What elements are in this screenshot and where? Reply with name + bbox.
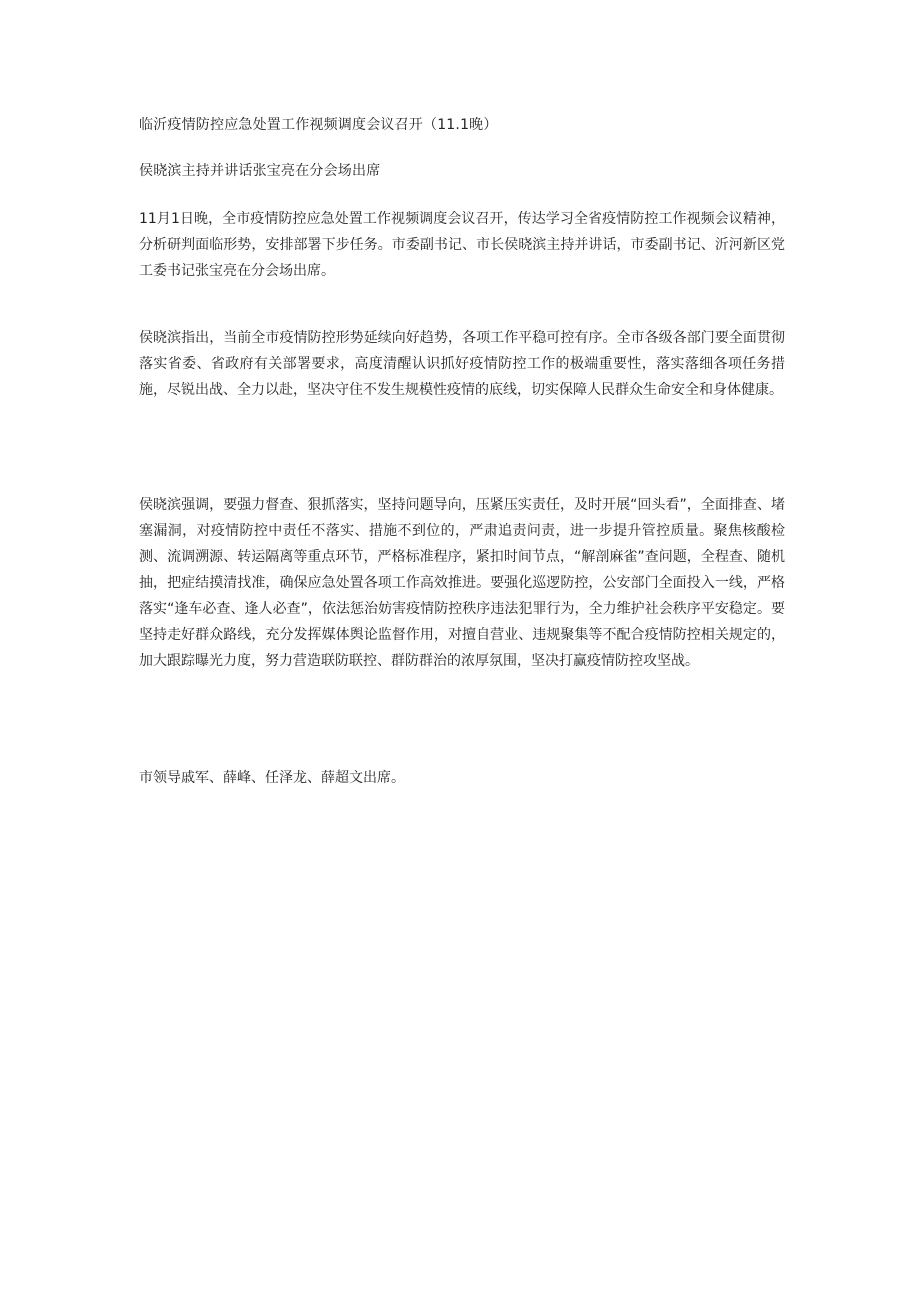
article-title: 临沂疫情防控应急处置工作视频调度会议召开（11.1晚） [139,117,498,133]
paragraph-situation: 侯晓滨指出，当前全市疫情防控形势延续向好趋势，各项工作平稳可控有序。全市各级各部门要全面贯彻落实省委、省政府有关部署要求，高度清醒认识抓好疫情防控工作的极端重要性，落实落细各项任务措施，尽锐出战、全力以赴，坚决守住不发生规模性疫情的底线，切实保障人民群众生命安全和身体健康。 [139,330,785,398]
paragraph-meeting-summary: 11月1日晚，全市疫情防控应急处置工作视频调度会议召开，传达学习全省疫情防控工作视频会议精神，分析研判面临形势，安排部署下步任务。市委副书记、市长侯晓滨主持并讲话，市委副书记、沂河新区党工委书记张宝亮在分会场出席。 [139,211,785,279]
paragraph-requirements: 侯晓滨强调，要强力督查、狠抓落实，坚持问题导向，压紧压实责任，及时开展“回头看”，全面排查、堵塞漏洞，对疫情防控中责任不落实、措施不到位的，严肃追责问责，进一步提升管控质量。聚焦核酸检测、流调溯源、转运隔离等重点环节，严格标准程序，紧扣时间节点，“解剖麻雀”查问题，全程查、随机抽，把症结摸清找准，确保应急处置各项工作高效推进。要强化巡逻防控，公安部门全面投入一线，严格落实“逢车必查、逢人必查”，依法惩治妨害疫情防控秩序违法犯罪行为，全力维护社会秩序平安稳定。要坚持走好群众路线，充分发挥媒体舆论监督作用，对擅自营业、违规聚集等不配合疫情防控相关规定的，加大跟踪曝光力度，努力营造联防联控、群防群治的浓厚氛围，坚决打赢疫情防控攻坚战。 [139,497,785,669]
paragraph-attendees: 市领导戚军、薛峰、任泽龙、薛超文出席。 [139,770,405,786]
article-subtitle: 侯晓滨主持并讲话张宝亮在分会场出席 [139,163,381,179]
